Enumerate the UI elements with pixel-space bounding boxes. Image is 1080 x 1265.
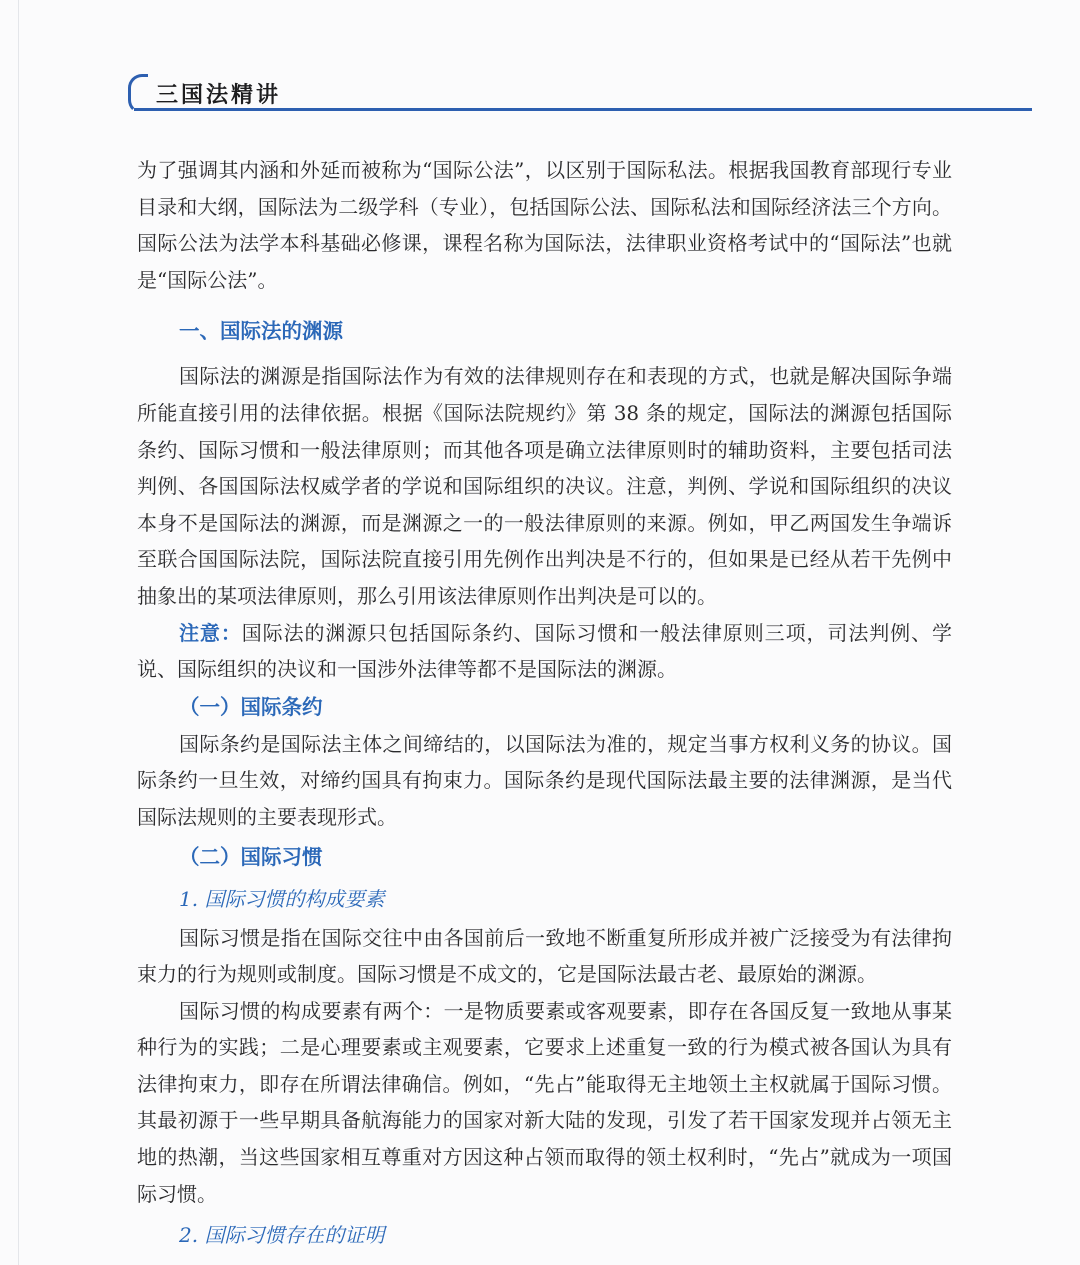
custom-definition-paragraph: 国际习惯是指在国际交往中由各国前后一致地不断重复所形成并被广泛接受为有法律拘束力的行为规则或制度。国际习惯是不成文的，它是国际法最古老、最原始的渊源。: [137, 925, 952, 987]
page-edge: [18, 0, 19, 1265]
custom-elements-paragraph: 国际习惯的构成要素有两个：一是物质要素或客观要素，即存在各国反复一致地从事某种行为的实践；二是心理要素或主观要素，它要求上述重复一致的行为模式被各国认为具有法律拘束力，即存在所谓法律确信。例如，“先占”能取得无主地领土主权就属于国际习惯。其最初源于一些早期具备航海能力的国家对新大陆的发现，引发了若干国家发现并占领无主地的热潮，当这些国家相互尊重对方因这种占领而取得的领土权利时，“先占”就成为一项国际习惯。: [137, 998, 952, 1206]
intro-paragraph: 为了强调其内涵和外延而被称为“国际公法”，以区别于国际私法。根据我国教育部现行专业目录和大纲，国际法为二级学科（专业），包括国际公法、国际私法和国际经济法三个方向。国际公法为法学本科基础必修课，课程名称为国际法，法律职业资格考试中的“国际法”也就是“国际公法”。: [137, 158, 952, 292]
treaties-paragraph: 国际条约是国际法主体之间缔结的，以国际法为准的，规定当事方权利义务的协议。国际条约一旦生效，对缔约国具有拘束力。国际条约是现代国际法最主要的法律渊源，是当代国际法规则的主要表现形式。: [137, 731, 952, 829]
sources-paragraph: 国际法的渊源是指国际法作为有效的法律规则存在和表现的方式，也就是解决国际争端所能直接引用的法律依据。根据《国际法院规约》第 38 条的规定，国际法的渊源包括国际条约、国际习惯和一般法律原则；而其他各项是确立法律原则时的辅助资料，主要包括司法判例、各国国际法权威学者的学说和国际组织的决议。注意，判例、学说和国际组织的决议本身不是国际法的渊源，而是渊源之一的一般法律原则的来源。例如，甲乙两国发生争端诉至联合国国际法院，国际法院直接引用先例作出判决是不行的，但如果是已经从若干先例中抽象出的某项法律原则，那么引用该法律原则作出判决是可以的。: [137, 364, 952, 608]
book-title: 三国法精讲: [156, 82, 282, 108]
section-heading-sources: 一、国际法的渊源: [179, 319, 343, 344]
page-body: [137, 152, 952, 1254]
subsection-heading-custom: （二）国际习惯: [179, 844, 323, 869]
note-paragraph: [137, 615, 952, 688]
item-heading-custom-evidence: 2. 国际习惯存在的证明: [179, 1223, 385, 1248]
subsection-heading-treaties: （一）国际条约: [179, 694, 323, 719]
item-heading-custom-elements: 1. 国际习惯的构成要素: [179, 886, 385, 911]
note-label: 注意：: [179, 620, 242, 645]
note-text: 国际法的渊源只包括国际条约、国际习惯和一般法律原则三项，司法判例、学说、国际组织的决议和一国涉外法律等都不是国际法的渊源。: [137, 620, 952, 682]
chapter-header: [128, 74, 1032, 116]
